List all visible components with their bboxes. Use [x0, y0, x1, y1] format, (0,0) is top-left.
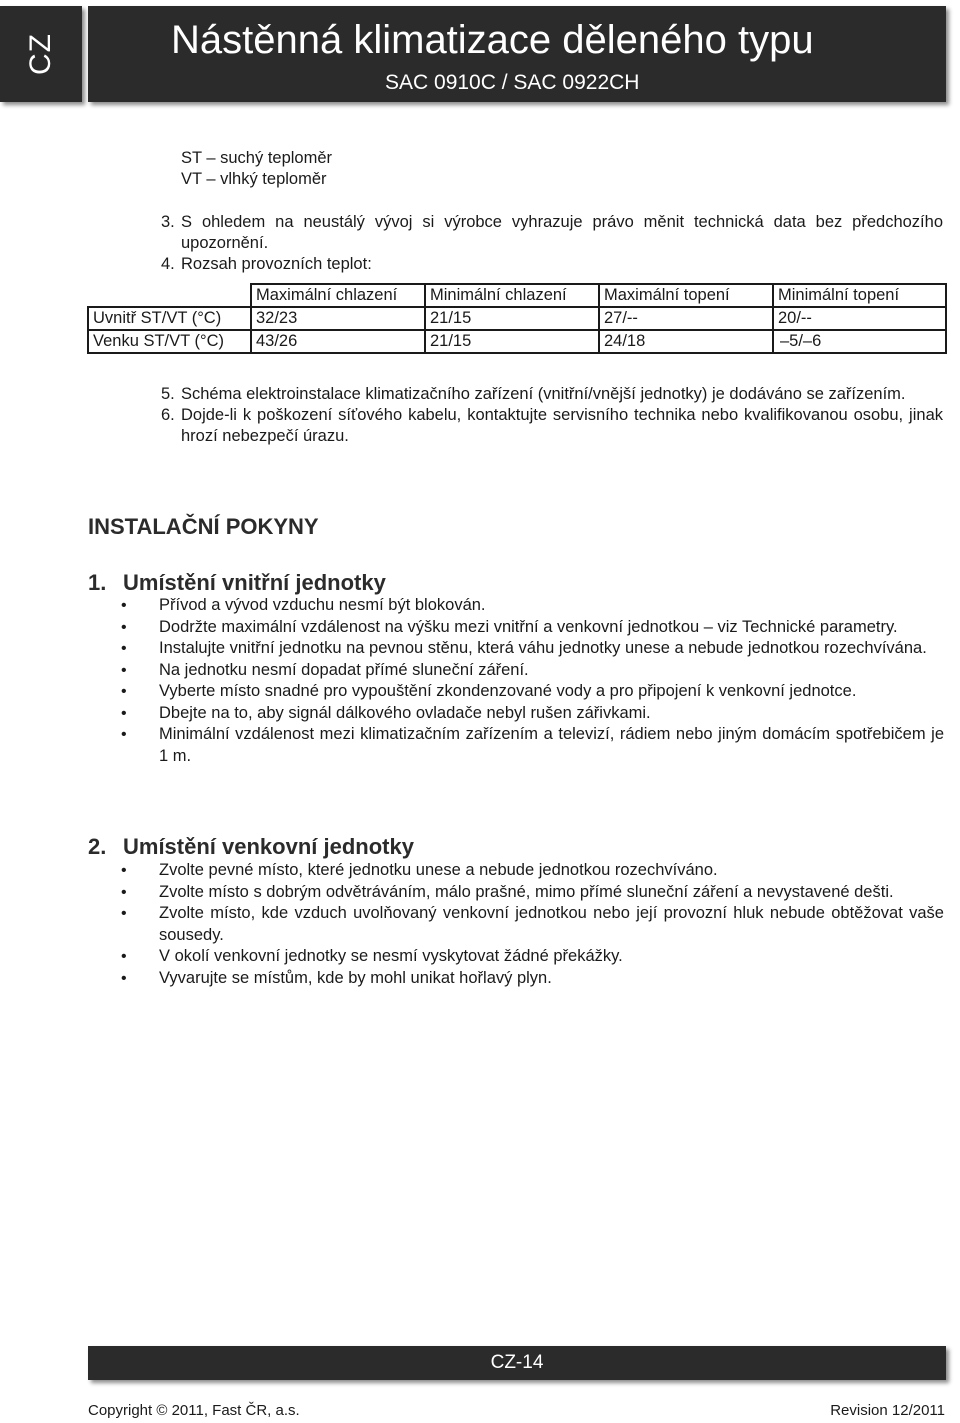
language-code: CZ: [24, 33, 57, 75]
table-cell: 24/18: [599, 330, 773, 353]
note-number: 6.: [161, 406, 175, 424]
indoor-unit-heading: [88, 570, 386, 596]
table-cell: 21/15: [425, 330, 599, 353]
note-text: Rozsah provozních teplot:: [181, 255, 372, 273]
note-text: S ohledem na neustálý vývoj si výrobce vyhrazuje právo měnit technická data bez předchozího upozornění.: [181, 213, 943, 252]
list-item-text: Přívod a vývod vzduchu nesmí být blokován.: [159, 596, 486, 614]
table-cell: 43/26: [251, 330, 425, 353]
table-row: [88, 330, 946, 353]
list-item-text: Dodržte maximální vzdálenost na výšku mezi vnitřní a venkovní jednotkou – viz Technické parametry.: [159, 617, 898, 636]
table-cell: –5/–6: [773, 330, 946, 353]
table-row-label: Uvnitř ST/VT (°C): [88, 307, 251, 330]
revision-text: Revision 12/2011: [830, 1402, 945, 1419]
list-item: [118, 703, 944, 725]
note-item: [161, 212, 943, 254]
table-header-cell: Minimální chlazení: [425, 284, 599, 307]
table-cell: 32/23: [251, 307, 425, 330]
section-heading: INSTALAČNÍ POKYNY: [88, 514, 319, 539]
list-item-text: Vyvarujte se místům, kde by mohl unikat hořlavý plyn.: [159, 968, 552, 987]
bullet-icon: •: [121, 597, 127, 614]
table-header-cell: Maximální topení: [599, 284, 773, 307]
list-item: [118, 660, 944, 682]
list-item-text: Zvolte místo, kde vzduch uvolňovaný venkovní jednotkou nebo její provozní hluk nebude obtěžovat vaše sousedy.: [159, 904, 944, 944]
list-item-text: Zvolte místo s dobrým odvětráváním, málo prašné, mimo přímé sluneční záření a nevystavené dešti.: [159, 882, 894, 901]
note-number: 4.: [161, 255, 175, 273]
bullet-icon: •: [121, 862, 127, 879]
note-item: [161, 384, 943, 405]
table-header-row: [88, 284, 946, 307]
list-item-text: Instalujte vnitřní jednotku na pevnou stěnu, která váhu jednotky unese a nebude jednotkou rozechvívána.: [159, 639, 927, 657]
table-cell: 27/--: [599, 307, 773, 330]
abbreviation-list: [181, 148, 332, 190]
operating-temperature-table: [87, 283, 947, 354]
list-item-text: V okolí venkovní jednotky se nesmí vyskytovat žádné překážky.: [159, 947, 623, 965]
header-bar: [88, 6, 946, 102]
list-item-text: Minimální vzdálenost mezi klimatizačním zařízením a televizí, rádiem nebo jiným domácím spotřebičem je 1 m.: [159, 725, 944, 765]
notes-top: [161, 212, 943, 275]
list-item: [118, 681, 944, 703]
table-header-cell: Maximální chlazení: [251, 284, 425, 307]
list-item: [118, 617, 944, 639]
list-item: [118, 860, 944, 882]
outdoor-unit-list: [118, 860, 944, 989]
list-item-text: Na jednotku nesmí dopadat přímé sluneční záření.: [159, 660, 529, 679]
list-item: [118, 638, 944, 660]
bullet-icon: •: [121, 661, 127, 679]
list-item-text: Vyberte místo snadné pro vypouštění zkondenzované vody a pro připojení k venkovní jednotce.: [159, 682, 857, 700]
note-number: 3.: [161, 213, 175, 231]
heading-text: Umístění vnitřní jednotky: [123, 570, 386, 595]
heading-number: 2.: [88, 834, 107, 859]
list-item-text: Zvolte pevné místo, které jednotku unese a nebude jednotkou rozechvíváno.: [159, 861, 718, 879]
list-item-text: Dbejte na to, aby signál dálkového ovladače nebyl rušen zářivkami.: [159, 703, 651, 722]
page-number-bar: [88, 1346, 946, 1380]
list-item: [118, 724, 944, 767]
list-item: [118, 903, 944, 946]
note-number: 5.: [161, 385, 175, 403]
indoor-unit-list: [118, 595, 944, 767]
bullet-icon: •: [121, 948, 127, 965]
note-item: [161, 254, 943, 275]
heading-text: Umístění venkovní jednotky: [123, 834, 414, 859]
table-header-cell: Minimální topení: [773, 284, 946, 307]
bullet-icon: •: [121, 618, 127, 636]
heading-number: 1.: [88, 570, 107, 595]
list-item: [118, 946, 944, 968]
note-text: Schéma elektroinstalace klimatizačního zařízení (vnitřní/vnější jednotky) je dodáváno se zařízením.: [181, 385, 906, 403]
page-title: Nástěnná klimatizace děleného typu: [171, 18, 814, 62]
notes-bottom: [161, 384, 943, 447]
list-item: [118, 882, 944, 904]
bullet-icon: •: [121, 969, 127, 987]
copyright-text: Copyright © 2011, Fast ČR, a.s.: [88, 1402, 300, 1419]
bullet-icon: •: [121, 704, 127, 722]
table-cell: 21/15: [425, 307, 599, 330]
bullet-icon: •: [121, 726, 127, 743]
list-item: [118, 968, 944, 990]
bullet-icon: •: [121, 640, 127, 657]
table-row-label: Venku ST/VT (°C): [88, 330, 251, 353]
note-item: [161, 405, 943, 447]
table-corner-cell: [88, 284, 251, 307]
list-item: [118, 595, 944, 617]
outdoor-unit-heading: [88, 834, 414, 860]
language-tab: [0, 6, 82, 102]
page-number: CZ-14: [490, 1352, 544, 1373]
abbreviation-item: ST – suchý teploměr: [181, 149, 333, 167]
table-row: [88, 307, 946, 330]
bullet-icon: •: [121, 683, 127, 700]
abbreviation-item: VT – vlhký teploměr: [181, 170, 327, 188]
note-text: Dojde-li k poškození síťového kabelu, kontaktujte servisního technika nebo kvalifikovanou osobu, jinak hrozí nebezpečí úrazu.: [181, 406, 943, 445]
table-cell: 20/--: [773, 307, 946, 330]
bullet-icon: •: [121, 883, 127, 901]
bullet-icon: •: [121, 905, 127, 922]
model-subtitle: SAC 0910C / SAC 0922CH: [385, 71, 640, 94]
